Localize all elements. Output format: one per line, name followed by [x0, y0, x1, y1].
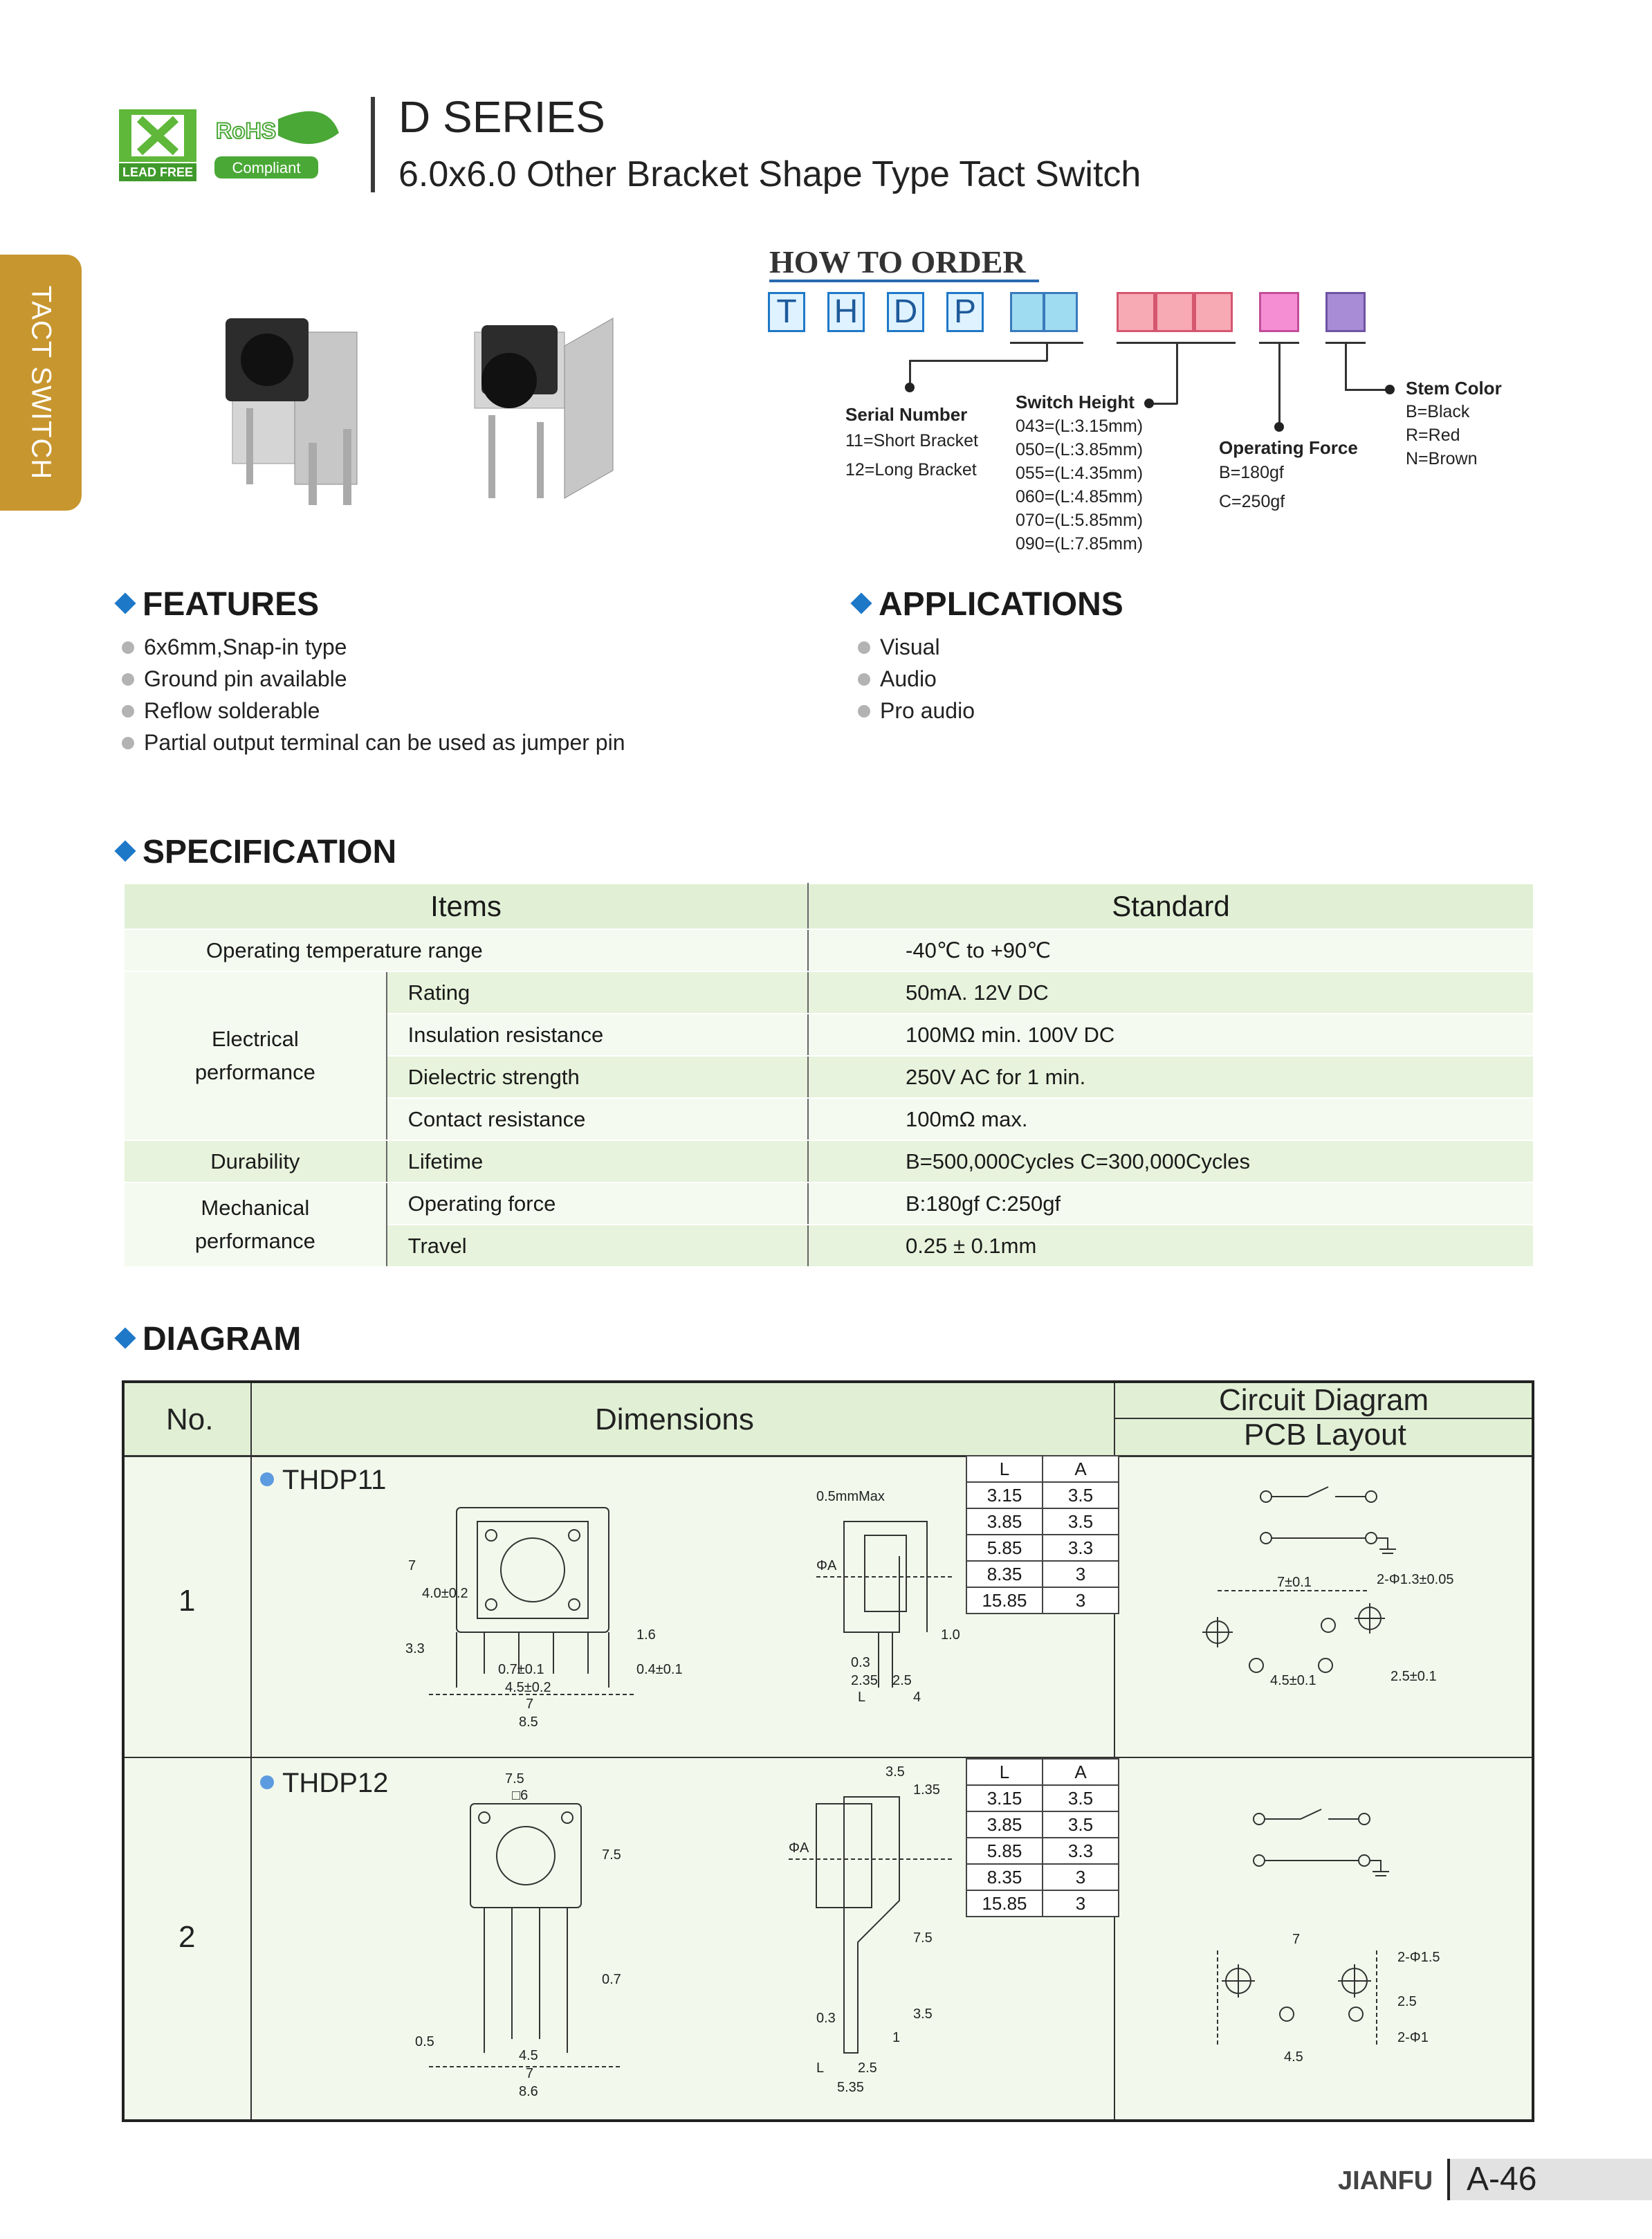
group-line: Electrical [211, 1027, 299, 1051]
rohs-logo [214, 111, 339, 179]
code-letter-h: H [827, 292, 865, 332]
stem-option-r: R=Red [1406, 426, 1460, 445]
la-table-thdp12 [966, 1758, 1119, 1917]
dim-label: 7 [526, 1697, 534, 1712]
dim-label: 4 [913, 1690, 921, 1705]
dim-label: 2.5 [892, 1673, 912, 1688]
spec-group-durability: Durability [124, 1140, 387, 1182]
la-cell: 3.5 [1043, 1785, 1119, 1811]
rohs-label: RoHS [216, 118, 277, 143]
applications-title: APPLICATIONS [879, 586, 1123, 623]
dim-label: 1.0 [941, 1627, 960, 1643]
applications-heading [854, 585, 1123, 623]
how-to-order-title: HOW TO ORDER [769, 244, 1026, 280]
spec-value-insulation: 100MΩ min. 100V DC [808, 1014, 1534, 1056]
stem-option-n: N=Brown [1406, 449, 1478, 468]
la-cell: 15.85 [966, 1890, 1043, 1917]
spec-value-travel: 0.25 ± 0.1mm [808, 1225, 1534, 1267]
group-line: performance [194, 1060, 315, 1084]
spec-value-lifetime: B=500,000Cycles C=300,000Cycles [808, 1140, 1534, 1182]
la-cell: 3.15 [966, 1785, 1043, 1811]
height-option-055: 055=(L:4.35mm) [1016, 464, 1144, 483]
la-cell: 3.85 [966, 1508, 1043, 1535]
height-option-070: 070=(L:5.85mm) [1016, 511, 1144, 530]
la-cell: 3 [1043, 1561, 1119, 1587]
la-cell: 3.5 [1043, 1508, 1119, 1535]
dim-label: 4.5±0.2 [505, 1680, 551, 1695]
la-header-a: A [1043, 1759, 1119, 1785]
la-cell: 3 [1043, 1864, 1119, 1890]
dim-label: 8.6 [519, 2084, 538, 2099]
la-table-thdp11 [966, 1455, 1119, 1614]
dim-label: L [858, 1690, 866, 1705]
serial-option-12: 12=Long Bracket [845, 460, 977, 479]
side-tab-label: TACT SWITCH [26, 285, 57, 480]
feature-item: Ground pin available [122, 663, 625, 695]
stem-option-b: B=Black [1406, 402, 1470, 421]
model-thdp12: THDP12 [260, 1768, 388, 1799]
spec-header-standard: Standard [808, 884, 1534, 929]
dim-label: 3.5 [913, 2007, 933, 2022]
pcb-label: 2.5 [1397, 1994, 1417, 2009]
serial-slot-2 [1043, 292, 1078, 332]
pcb-label: 2-Φ1 [1397, 2030, 1429, 2045]
spec-item-op-force: Operating force [387, 1182, 808, 1225]
page-number: A-46 [1447, 2159, 1652, 2200]
dim-label: 2.5 [858, 2060, 877, 2076]
spec-item-op-temp: Operating temperature range [124, 929, 808, 971]
dim-label: 3.5 [885, 1764, 905, 1780]
stem-color-label: Stem Color [1406, 378, 1502, 399]
diagram-table [122, 1380, 1534, 2122]
lead-free-logo [119, 109, 196, 181]
force-option-c: C=250gf [1219, 492, 1285, 511]
product-photo-short-bracket [205, 304, 376, 506]
la-cell: 8.35 [966, 1864, 1043, 1890]
la-cell: 3 [1043, 1890, 1119, 1917]
code-letter-t: T [768, 292, 805, 332]
height-slot-2 [1155, 292, 1194, 332]
application-item: Pro audio [858, 695, 975, 726]
dim-label: 8.5 [519, 1715, 538, 1730]
code-letter-d: D [887, 292, 924, 332]
title-divider [371, 97, 375, 192]
dim-label: 1.6 [636, 1627, 656, 1643]
la-cell: 3.3 [1043, 1838, 1119, 1864]
height-option-043: 043=(L:3.15mm) [1016, 417, 1144, 436]
product-photo-long-bracket [461, 304, 621, 506]
diamond-icon [114, 1327, 136, 1349]
spec-item-lifetime: Lifetime [387, 1140, 808, 1182]
serial-slot-1 [1010, 292, 1045, 332]
dim-label: L [816, 2060, 825, 2076]
pcb-label: 7 [1292, 1932, 1301, 1947]
spec-value-contact: 100mΩ max. [808, 1098, 1534, 1140]
la-cell: 3.3 [1043, 1535, 1119, 1561]
specification-heading [118, 833, 396, 871]
spec-value-dielectric: 250V AC for 1 min. [808, 1056, 1534, 1098]
dim-label: 0.7 [602, 1972, 621, 1987]
operating-force-label: Operating Force [1219, 437, 1358, 458]
feature-item: Reflow solderable [122, 695, 625, 726]
lead-free-label: LEAD FREE [122, 165, 194, 179]
la-cell: 3.15 [966, 1482, 1043, 1508]
diagram-header-circuit: Circuit Diagram [1219, 1383, 1429, 1417]
pcb-label: 4.5 [1284, 2049, 1303, 2065]
dim-label: 3.3 [405, 1641, 425, 1656]
pcb-label: 7±0.1 [1277, 1575, 1312, 1590]
spec-value-op-temp: -40℃ to +90℃ [808, 929, 1534, 971]
dim-label: 0.4±0.1 [636, 1662, 683, 1677]
spec-item-rating: Rating [387, 971, 808, 1014]
compliant-label: Compliant [232, 159, 301, 176]
spec-item-dielectric: Dielectric strength [387, 1056, 808, 1098]
dim-label: ΦA [789, 1840, 809, 1856]
diamond-icon [850, 592, 872, 614]
thdp11-circuit-pcb [1121, 1466, 1529, 1750]
height-slot-3 [1194, 292, 1233, 332]
dim-label: 0.3 [851, 1655, 870, 1670]
dim-label: □6 [512, 1788, 529, 1803]
spec-header-items: Items [124, 884, 808, 929]
product-subtitle: 6.0x6.0 Other Bracket Shape Type Tact Switch [398, 154, 1141, 194]
spec-item-contact: Contact resistance [387, 1098, 808, 1140]
diagram-header-pcb: PCB Layout [1244, 1418, 1406, 1452]
la-cell: 3 [1043, 1587, 1119, 1614]
thdp12-circuit-pcb [1121, 1771, 1529, 2117]
spec-value-op-force: B:180gf C:250gf [808, 1182, 1534, 1225]
diamond-icon [114, 840, 136, 861]
spec-item-insulation: Insulation resistance [387, 1014, 808, 1056]
dim-label: 7.5 [913, 1930, 933, 1946]
specification-title: SPECIFICATION [143, 834, 397, 870]
switch-height-label: Switch Height [1016, 392, 1135, 412]
height-slot-1 [1117, 292, 1155, 332]
dim-label: 1 [892, 2030, 901, 2045]
group-line: performance [194, 1229, 315, 1253]
height-option-060: 060=(L:4.85mm) [1016, 487, 1144, 506]
side-tab [0, 255, 82, 511]
diagram-header-no: No. [166, 1402, 214, 1436]
pcb-label: 4.5±0.1 [1270, 1673, 1316, 1688]
thdp12-dimension-drawing [401, 1762, 969, 2115]
dim-label: 4.0±0.2 [422, 1586, 468, 1601]
dim-label: 0.5 [415, 2034, 434, 2049]
diagram-header-dimensions: Dimensions [595, 1402, 754, 1436]
dim-label: 7 [408, 1558, 416, 1573]
force-option-b: B=180gf [1219, 463, 1284, 482]
applications-list [858, 631, 975, 726]
thdp11-dimension-drawing [401, 1466, 969, 1750]
la-header-l: L [966, 1759, 1043, 1785]
footer-brand: JIANFU [1338, 2166, 1433, 2195]
spec-group-mechanical [124, 1182, 387, 1267]
dim-label: 2.35 [851, 1673, 878, 1688]
dim-label: 7.5 [505, 1771, 524, 1786]
feature-item: 6x6mm,Snap-in type [122, 631, 625, 663]
dim-label: 5.35 [837, 2080, 864, 2095]
specification-table [123, 883, 1534, 1268]
pcb-label: 2-Φ1.5 [1397, 1950, 1440, 1965]
spec-item-travel: Travel [387, 1225, 808, 1267]
series-title: D SERIES [398, 92, 605, 142]
dim-label: 7.5 [602, 1847, 621, 1863]
height-option-050: 050=(L:3.85mm) [1016, 440, 1144, 459]
la-cell: 3.5 [1043, 1482, 1119, 1508]
pcb-label: 2-Φ1.3±0.05 [1377, 1572, 1454, 1587]
la-cell: 8.35 [966, 1561, 1043, 1587]
diamond-icon [114, 592, 136, 614]
dim-label: 0.5mmMax [816, 1489, 885, 1504]
spec-value-rating: 50mA. 12V DC [808, 971, 1534, 1014]
features-heading [118, 585, 319, 623]
serial-number-label: Serial Number [845, 404, 968, 425]
model-thdp11: THDP11 [260, 1465, 386, 1496]
spec-group-electrical [124, 971, 387, 1140]
row-2-number: 2 [178, 1920, 196, 1954]
la-cell: 3.85 [966, 1811, 1043, 1838]
application-item: Audio [858, 663, 975, 695]
la-header-a: A [1043, 1456, 1119, 1482]
dim-label: 1.35 [913, 1782, 940, 1798]
force-slot [1259, 292, 1299, 332]
row-1-number: 1 [178, 1584, 196, 1618]
diagram-heading [118, 1320, 301, 1358]
la-cell: 15.85 [966, 1587, 1043, 1614]
la-header-l: L [966, 1456, 1043, 1482]
code-letter-p: P [946, 292, 984, 332]
dim-label: 0.7±0.1 [498, 1662, 544, 1677]
stem-slot [1325, 292, 1366, 332]
height-option-090: 090=(L:7.85mm) [1016, 534, 1144, 554]
dim-label: ΦA [816, 1558, 837, 1573]
features-list [122, 631, 625, 758]
how-to-order-underline [769, 280, 1039, 282]
serial-option-11: 11=Short Bracket [845, 431, 979, 450]
features-title: FEATURES [143, 586, 320, 623]
feature-item: Partial output terminal can be used as jumper pin [122, 726, 625, 758]
dim-label: 7 [526, 2066, 534, 2081]
diagram-title: DIAGRAM [143, 1321, 302, 1358]
dim-label: 0.3 [816, 2011, 836, 2026]
dim-label: 4.5 [519, 2048, 538, 2063]
la-cell: 3.5 [1043, 1811, 1119, 1838]
certification-logos [119, 105, 347, 183]
group-line: Mechanical [201, 1196, 310, 1220]
la-cell: 5.85 [966, 1535, 1043, 1561]
la-cell: 5.85 [966, 1838, 1043, 1864]
application-item: Visual [858, 631, 975, 663]
pcb-label: 2.5±0.1 [1391, 1669, 1437, 1684]
